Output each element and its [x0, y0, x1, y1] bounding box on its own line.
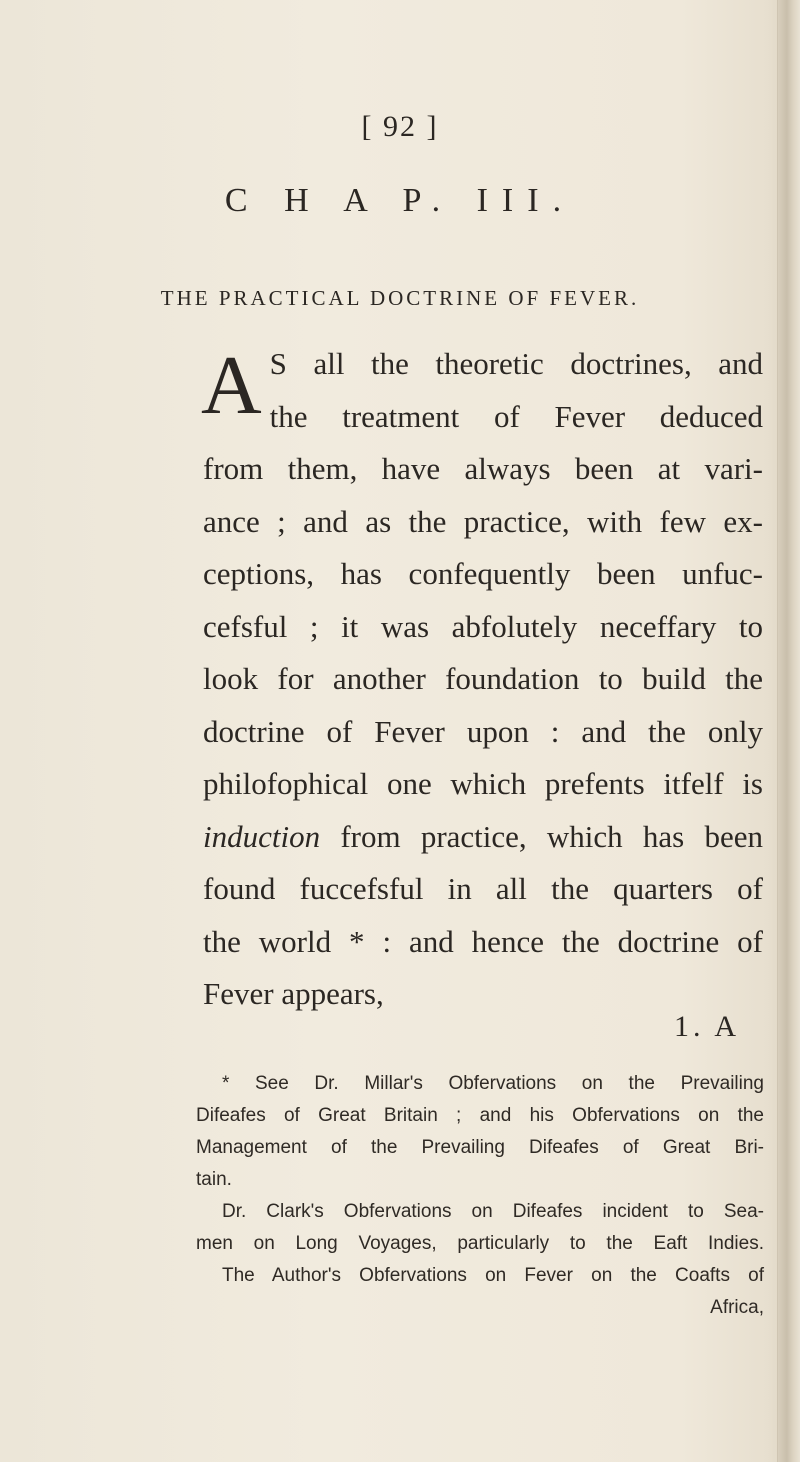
body-line: ance ; and as the practice, with few ex- [203, 503, 763, 539]
chapter-heading: C H A P. III. [224, 182, 576, 219]
body-line: doctrine of Fever upon : and the only [203, 713, 763, 749]
catchword: 1. A [673, 1010, 740, 1043]
chapter-subtitle: THE PRACTICAL DOCTRINE OF FEVER. [160, 286, 640, 310]
footnote-line: men on Long Voyages, particularly to the Eaft Indies. [196, 1233, 764, 1254]
footnote-line: tain. [196, 1169, 232, 1190]
body-line: Fever appears, [203, 976, 384, 1011]
footnote-line: Difeafes of Great Britain ; and his Obfervations on the [196, 1105, 764, 1126]
footnote [196, 1068, 764, 1324]
body-line: from them, have always been at vari- [203, 451, 763, 486]
body-line: the treatment of Fever deduced [269, 398, 763, 434]
body-line-italic: induction from practice, which has been [203, 818, 763, 854]
body-line: S all the theoretic doctrines, and [269, 346, 763, 381]
footnote-line: The Author's Obfervations on Fever on the Coafts of [222, 1265, 764, 1286]
body-paragraph [203, 338, 763, 1021]
footnote-line: Management of the Prevailing Difeafes of Great Bri- [196, 1137, 764, 1158]
body-line: philofophical one which prefents itfelf is [203, 766, 763, 801]
body-line: cefsful ; it was abfolutely neceffary to [203, 608, 763, 644]
body-line: look for another foundation to build the [203, 661, 763, 696]
body-line: ceptions, has confequently been unfuc- [203, 556, 763, 591]
drop-capital: A [201, 339, 262, 432]
footnote-line: Dr. Clark's Obfervations on Difeafes incident to Sea- [222, 1201, 764, 1222]
body-line: found fuccefsful in all the quarters of [203, 871, 763, 906]
page-number: [ 92 ] [361, 110, 439, 143]
body-line: the world * : and hence the doctrine of [203, 923, 763, 959]
footnote-line: Africa, [710, 1297, 764, 1318]
footnote-line: * See Dr. Millar's Obfervations on the Prevailing [222, 1073, 764, 1094]
italic-word: induction [203, 818, 321, 854]
